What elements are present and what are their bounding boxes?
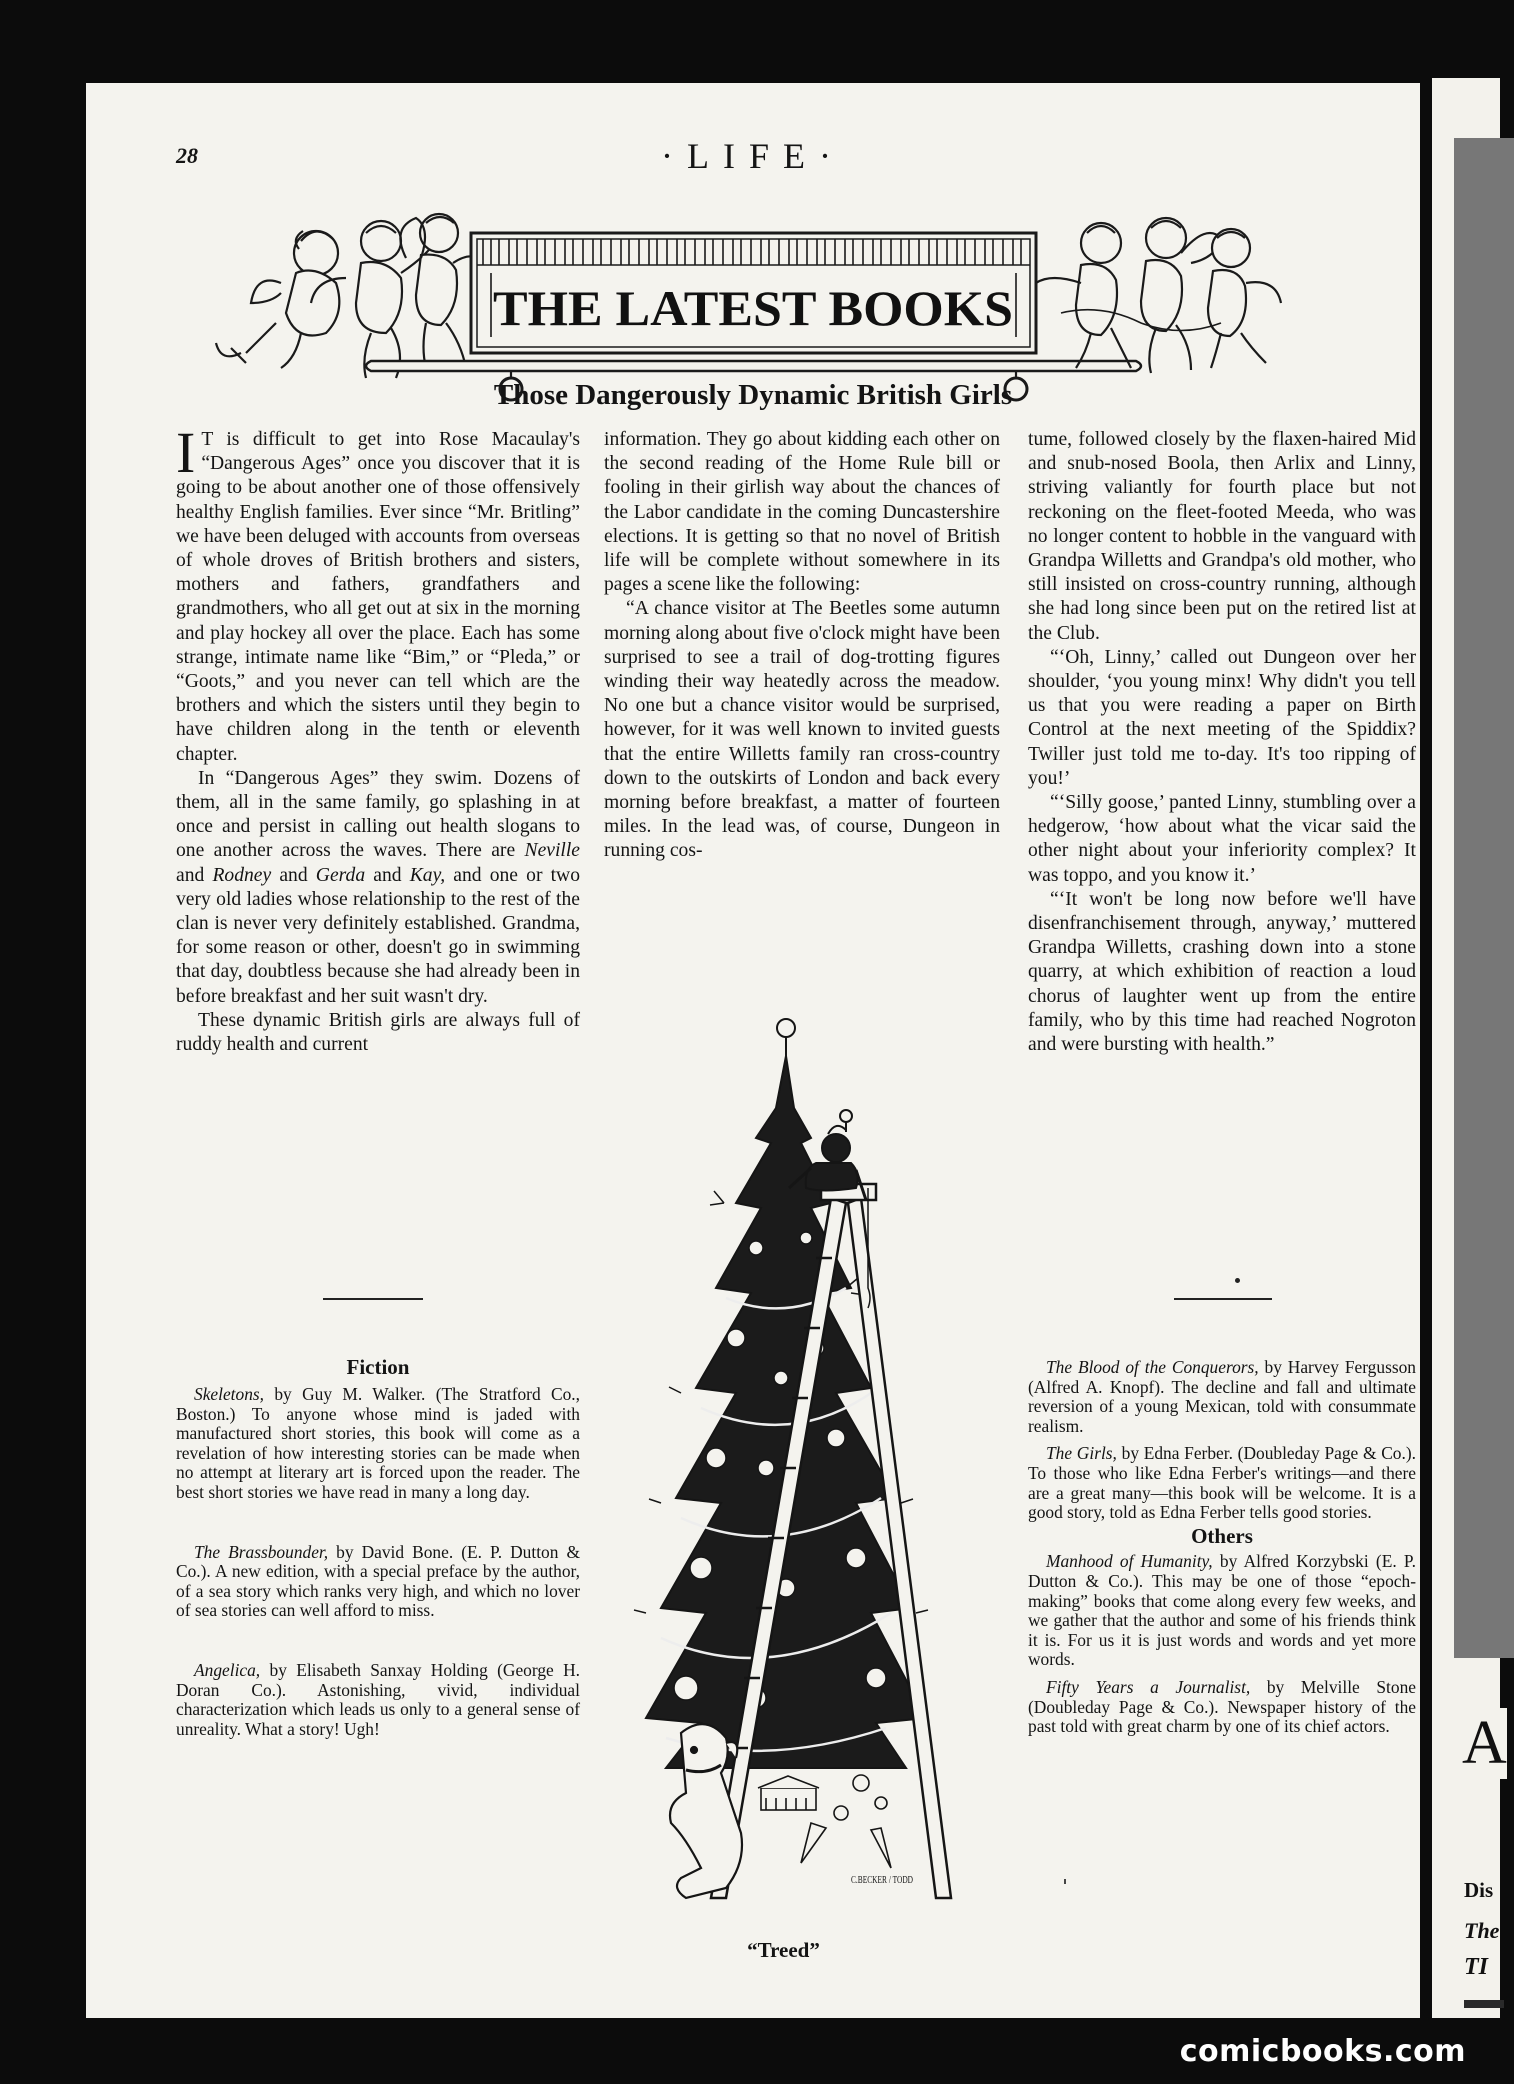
review-entry: The Brassbounder, by David Bone. (E. P. Dutton & Co.). A new edition, with a special preface by the author, of a sea story which ranks very high, and which no lover of sea stories can well afford to miss. xyxy=(176,1541,580,1621)
article-paragraph: information. They go about kidding each other on the second reading of the Home Rule bill or fooling in their girlish way about the chances of the Labor candidate in the coming Duncastershire elections. It is getting so that no novel of British life will be complete without somewhere in its pages a scene like the following: xyxy=(604,429,1000,596)
cherub-group-left xyxy=(216,214,478,378)
section-divider xyxy=(1174,1298,1272,1300)
illustration-signature: C.BECKER / TODD xyxy=(851,1875,913,1886)
others-heading: Others xyxy=(1191,1523,1253,1548)
review-entry: Skeletons, by Guy M. Walker. (The Stratford Co., Boston.) To anyone whose mind is jaded with manufactured short stories, this book will come as a revelation of how interesting stories can be made when no attempt at literary art is forced upon the reader. The best short stories we have read in many a long day. xyxy=(176,1384,580,1502)
watermark: comicbooks.com xyxy=(1179,2034,1466,2069)
drop-cap: I xyxy=(176,420,196,485)
cherub-group-right xyxy=(1036,218,1281,373)
divider-dot xyxy=(1235,1278,1240,1283)
page-number: 28 xyxy=(176,143,198,168)
facing-page-fragment: TI xyxy=(1464,1954,1488,1980)
facing-page-photo xyxy=(1454,138,1514,1658)
facing-page-rule xyxy=(1464,2000,1504,2008)
article-paragraph: tume, followed closely by the flaxen-haired Mid and snub-nosed Boola, then Arlix and Linny, striving valiantly for fourth place but not reckoning on the fleet-footed Meeda, who was no longer content to hobble in the vanguard with Grandpa Willetts and Grandpa's old mother, who still insisted on cross-country running, although she had long since been put on the retired list at the Club. xyxy=(1028,429,1416,644)
treed-illustration xyxy=(606,998,961,1933)
magazine-page xyxy=(86,83,1420,2018)
review-entry: The Blood of the Conquerors, by Harvey Fergusson (Alfred A. Knopf). The decline and fall and ultimate reversion of a young Mexican, told with consummate realism. xyxy=(1028,1357,1416,1436)
article-title: Those Dangerously Dynamic British Girls xyxy=(493,379,1013,411)
article-paragraph: “‘Silly goose,’ panted Linny, stumbling over a hedgerow, ‘how about what the vicar said the other night about your inferiority complex? It was toppo, and you know it.’ xyxy=(1028,792,1416,886)
review-entry: Manhood of Humanity, by Alfred Korzybski (E. P. Dutton & Co.). This may be one of those “epoch-making” books that come along every few weeks, and we gather that the author and some of his friends think it is. For us it is just words and words and yet more words. xyxy=(1028,1551,1417,1670)
review-entry: Fifty Years a Journalist, by Melville Stone (Doubleday Page & Co.). Newspaper history of the past told with great charm by one of its chief actors. xyxy=(1028,1676,1416,1737)
scan-speck xyxy=(1064,1879,1066,1884)
article-paragraph: “A chance visitor at The Beetles some autumn morning along about five o'clock might have been surprised to see a trail of dog-trotting figures winding their way heatedly across the meadow. No one but a chance visitor would be surprised, however, for it was well known to invited guests that the entire Willetts family ran cross-country down to the outskirts of London and back every morning before breakfast, a matter of fourteen miles. In the lead was, of course, Dungeon in running cos- xyxy=(604,598,1000,862)
article-paragraph: In “Dangerous Ages” they swim. Dozens of them, all in the same family, go splashing in at once and persist in calling out health slogans to one another across the waves. There are Neville and Rodney and Gerda and Kay, and one or two very old ladies whose relationship to the rest of the clan is never very definitely established. Grandma, for some reason or other, doesn't go in swimming that day, doubtless because she had already been in before breakfast and her suit wasn't dry. xyxy=(176,767,580,1007)
facing-page-fragment: Dis xyxy=(1464,1878,1494,1902)
floor-toys xyxy=(758,1775,891,1868)
article-paragraph: “‘Oh, Linny,’ called out Dungeon over her shoulder, ‘you young minx! Why didn't you tell us that you were reading a paper on Birth Control at the next meeting of the Spiddix? Twiller just told me to-day. It's too ripping of you!’ xyxy=(1028,646,1416,789)
article-column-1 xyxy=(176,420,580,1057)
magazine-masthead: ·LIFE· xyxy=(661,136,845,176)
article-paragraph: “‘It won't be long now before we'll have disenfranchisement through, anyway,’ muttered Grandpa Willetts, crashing down into a stone quarry, at which exhibition of reaction a loud chorus of laughter went up from the entire family, who by this time had reached Nogroton and were bursting with health.” xyxy=(1028,888,1416,1056)
article-paragraph: These dynamic British girls are always full of ruddy health and current xyxy=(176,1009,580,1056)
section-divider xyxy=(323,1298,423,1300)
fiction-heading: Fiction xyxy=(346,1355,410,1379)
review-entry: Angelica, by Elisabeth Sanxay Holding (George H. Doran Co.). Astonishing, vivid, individual characterization which leads us only to a general sense of unreality. What a story! Ugh! xyxy=(176,1659,580,1739)
illustration-caption: “Treed” xyxy=(747,1938,820,1962)
facing-page-letter: A xyxy=(1462,1709,1507,1777)
article-paragraph: I T is difficult to get into Rose Macaulay's “Dangerous Ages” once you discover that it is going to be about another one of those offensively healthy English families. Ever since “Mr. Britling” we have been deluged with accounts from overseas of whole droves of British brothers and sisters, mothers and fathers, grandfathers and grandmothers, who all get out at six in the morning and play hockey all over the place. Each has some strange, intimate name like “Bim,” or “Pleda,” or “Goots,” and you never can tell which are the brothers and which the sisters until they begin to have children along in the tenth or eleventh chapter. xyxy=(176,420,580,765)
right-column-reviews xyxy=(1028,1358,1416,1737)
facing-page-edge xyxy=(1432,78,1507,2018)
fiction-reviews xyxy=(176,1385,580,1739)
review-entry: The Girls, by Edna Ferber. (Doubleday Page & Co.). To those who like Edna Ferber's writings—and there are a great many—this book will be welcome. It is a good story, told as Edna Ferber tells good stories. xyxy=(1028,1443,1416,1523)
banner-title: THE LATEST BOOKS xyxy=(493,280,1013,336)
article-column-2 xyxy=(604,428,1000,864)
article-column-3 xyxy=(1028,428,1416,1057)
facing-page-fragment: The xyxy=(1464,1918,1500,1943)
